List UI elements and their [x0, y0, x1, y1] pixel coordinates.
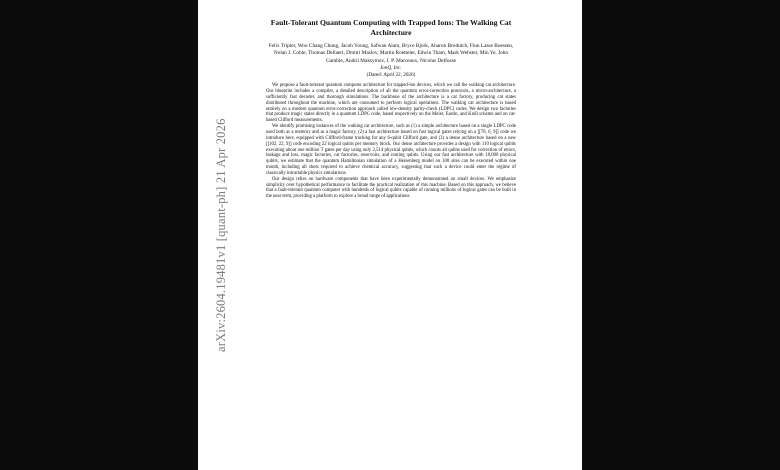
abstract-paragraph: Our design relies on hardware components that have been experimentally demonstrated on small devices. We emphasize simplicity over hypothetical performance to facilitate the practical realization of this machine. Based on this approach, we believe that a fault-tolerant quantum computer with hundreds of logical qubits capable of running millions of logical gates can be built in the near term, providing a platform to explore a broad range of applications. [266, 176, 516, 200]
date-line: (Dated: April 22, 2026) [366, 71, 416, 78]
author-list: Felix Tripier, Woo Chang Chung, Jacob Young, Safwan Alam, Bryce Bjork, Aharon Brodutch, Finn Lasse Buessen, Nolan J. Coble, Thomas Dellaert, Dmitri Maslov, Martin Roetteler, Edwin Tham, Mark Webster, Min Ye, John Gamble, Andrii Maksymov, J. P. Marceaux, Nicolas Delfosse [268, 43, 514, 64]
paper-title: Fault-Tolerant Quantum Computing with Trapped Ions: The Walking Cat Architecture [270, 18, 512, 37]
paper-front-matter [266, 18, 516, 200]
abstract-paragraph: We propose a fault-tolerant quantum computer architecture for trapped-ion devices, which we call the walking cat architecture. Our blueprint includes a compiler, a detailed description of all the quantum error-correction protocols, a micro-architecture, a sufficiently fast decoder, and thorough simulations. The backbone of the architecture is a cat factory, producing cat states distributed throughout the machine, which are consumed to perform logical operations. The walking cat architecture is based entirely on a modern quantum error-correction approach called low-density parity-check (LDPC) codes. We design two factories that produce magic states directly in a quantum LDPC code, based respectively on the Meier, Eastin, and Knill scheme and on cat-based Clifford measurements. [266, 83, 516, 124]
affiliation: IonQ, Inc. [380, 65, 402, 72]
abstract-paragraph: We identify promising instances of the walking cat architecture, such as (1) a simple architecture based on a single LDPC code used both as a memory and as a magic factory, (2) a fast architecture based on fast logical gates relying on a [[70, 6, 9]] code we introduce here, equipped with Clifford-frame tracking for any 6-qubit Clifford gate, and (3) a dense architecture based on a new [[102, 22, 9]] code encoding 22 logical qubits per memory block. Our dense architecture provides a design with 110 logical qubits executing about one million T gates per day using only 2,514 physical qubits, which counts all qubits used for correction of errors, leakage and loss, magic factories, cat factories, reservoirs, and routing qubits. Using our fast architecture with 10,000 physical qubits, we estimate that the quantum Hamiltonian simulation of a Heisenberg model on 100 sites can be executed within one month, including all shots required to achieve chemical accuracy, suggesting that such a device could enter the regime of classically intractable physics simulations. [266, 124, 516, 176]
document-page [198, 0, 582, 470]
abstract [266, 83, 516, 200]
arxiv-identifier: arXiv:2604.19481v1 [quant-ph] 21 Apr 2026 [214, 118, 228, 352]
